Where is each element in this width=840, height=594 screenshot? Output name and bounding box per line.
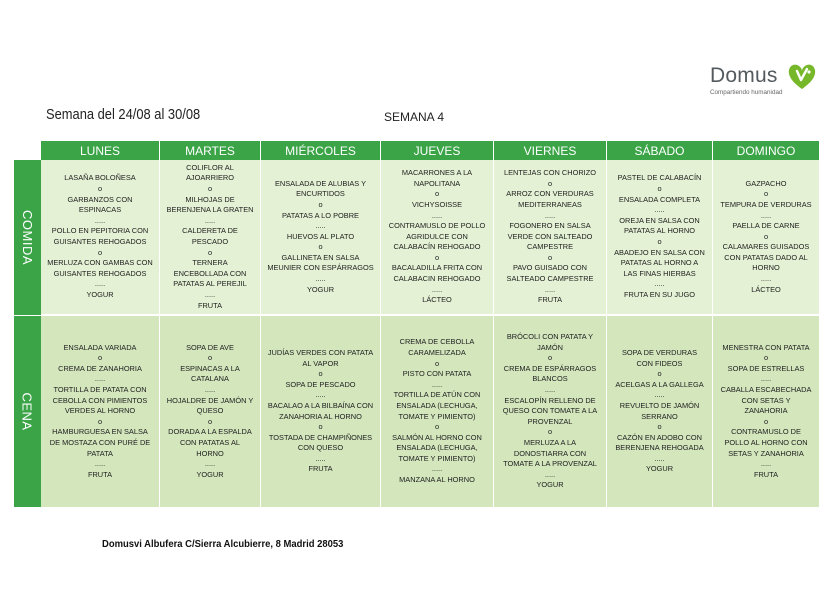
menu-line: o (318, 369, 323, 379)
menu-line: o (207, 353, 213, 363)
menu-line: o (547, 252, 553, 262)
menu-line: FRUTA (87, 469, 113, 479)
menu-line: GARBANZOS CON ESPINACAS (67, 194, 133, 215)
menu-line: CREMA DE ZANAHORIA (58, 363, 142, 373)
menu-line: TEMPURA DE VERDURAS (720, 199, 812, 209)
menu-line: ..... (315, 274, 326, 284)
comida-menu-sabado (607, 160, 713, 315)
menu-line: CREMA DE ESPÁRRAGOS BLANCOS (503, 363, 597, 384)
menu-line: SALMÓN AL HORNO CON ENSALADA (LECHUGA, TOMATE Y PIMIENTO) (392, 432, 482, 463)
menu-line: PAELLA DE CARNE (732, 221, 800, 231)
menu-line: ..... (654, 279, 665, 289)
menu-line: ..... (431, 210, 443, 220)
menu-line: LÁCTEO (751, 284, 781, 294)
menu-line: SOPA DE AVE (186, 342, 234, 352)
menu-line: ..... (315, 453, 326, 463)
cena-menu-sabado (607, 316, 713, 507)
menu-line: TORTILLA DE PATATA CON CEBOLLA CON PIMIENTOS VERDES AL HORNO (52, 385, 148, 416)
cena-label-text: CENA (20, 392, 35, 431)
menu-line: MACARRONES A LA NAPOLITANA (401, 168, 473, 188)
menu-line: CALDERETA DE PESCADO (182, 226, 238, 246)
menu-line: ..... (544, 284, 556, 294)
menu-line: YOGUR (196, 469, 224, 479)
menu-line: PASTEL DE CALABACÍN (617, 173, 702, 183)
comida-menu-miercoles (261, 160, 381, 315)
menu-line: o (763, 231, 769, 241)
menu-line: ..... (654, 453, 665, 463)
menu-line: o (97, 184, 103, 194)
menu-line: POLLO EN PEPITORIA CON GUISANTES REHOGADOS (51, 226, 149, 246)
menu-line: o (657, 184, 662, 194)
menu-line: MERLUZA CON GAMBAS CON GUISANTES REHOGADOS (47, 258, 153, 278)
day-header-lunes: LUNES (41, 141, 160, 160)
menu-line: ..... (544, 469, 556, 479)
menu-line: ..... (204, 385, 216, 395)
row-label-cena (14, 316, 41, 507)
menu-line: ..... (654, 390, 665, 400)
menu-line: BACALADILLA FRITA CON CALABACIN REHOGADO (391, 263, 483, 284)
menu-line: ..... (315, 390, 326, 400)
cena-menu-miercoles (261, 316, 381, 507)
menu-line: o (763, 189, 769, 199)
week-range-title: Semana del 24/08 al 30/08 (46, 106, 201, 123)
menu-line: LENTEJAS CON CHORIZO (504, 168, 596, 178)
menu-line: CALAMARES GUISADOS CON PATATAS DADO AL HORNO (722, 242, 810, 273)
cena-menu-domingo (713, 316, 820, 507)
menu-table (14, 141, 820, 507)
logo-wordmark: Domus (710, 64, 778, 87)
menu-line: YOGUR (306, 284, 335, 294)
comida-menu-viernes (494, 160, 607, 315)
menu-line: o (207, 247, 213, 257)
menu-line: REVUELTO DE JAMÓN SERRANO (619, 400, 700, 421)
menu-line: ENSALADA COMPLETA (618, 194, 701, 204)
footer-address: Domusvi Albufera C/Sierra Alcubierre, 8 Madrid 28053 (102, 538, 344, 550)
menu-line: BACALAO A LA BILBAÍNA CON ZANAHORIA AL HORNO (267, 400, 374, 421)
day-header-viernes: VIERNES (494, 141, 607, 160)
menu-line: MERLUZA A LA DONOSTIARRA CON TOMATE A LA PROVENZAL (503, 437, 597, 469)
menu-line: o (207, 416, 213, 426)
menu-line: ..... (544, 210, 556, 220)
logo-tagline: Compartiendo humanidad (710, 89, 783, 96)
menu-line: TOSTADA DE CHAMPIÑONES CON QUESO (268, 432, 373, 453)
menu-line: o (97, 353, 103, 363)
row-label-comida (14, 160, 41, 316)
menu-line: ..... (431, 379, 443, 389)
menu-line: ..... (760, 374, 772, 384)
menu-line: GALLINETA EN SALSA MEUNIER CON ESPÁRRAGOS (267, 252, 374, 273)
menu-line: SOPA DE ESTRELLAS (727, 363, 805, 373)
menu-line: SOPA DE PESCADO (285, 379, 356, 389)
menu-line: FRUTA (537, 295, 563, 305)
menu-line: TERNERA ENCEBOLLADA CON PATATAS AL PEREJIL (173, 258, 247, 289)
menu-line: o (434, 252, 440, 262)
menu-line: GAZPACHO (745, 178, 787, 188)
menu-line: o (97, 247, 103, 257)
menu-line: YOGUR (86, 289, 114, 299)
day-header-domingo: DOMINGO (713, 141, 820, 160)
menu-line: YOGUR (645, 464, 674, 474)
day-header-miercoles: MIÉRCOLES (261, 141, 381, 160)
menu-line: JUDÍAS VERDES CON PATATA AL VAPOR (267, 347, 374, 368)
menu-line: o (657, 237, 662, 246)
menu-line: MANZANA AL HORNO (399, 475, 475, 485)
menu-line: OREJA EN SALSA CON PATATAS AL HORNO (619, 215, 700, 236)
menu-line: LASAÑA BOLOÑESA (64, 173, 136, 183)
menu-line: SOPA DE VERDURAS CON FIDEOS (621, 347, 698, 368)
menu-line: ..... (94, 215, 106, 225)
menu-line: ENSALADA DE ALUBIAS Y ENCURTIDOS (274, 178, 367, 199)
menu-line: TORTILLA DE ATÚN CON ENSALADA (LECHUGA, TOMATE Y PIMIENTO) (393, 390, 481, 421)
menu-line: ..... (204, 459, 216, 469)
menu-line: LÁCTEO (422, 295, 452, 305)
menu-line: ..... (760, 210, 772, 220)
menu-line: FRUTA (753, 469, 779, 479)
menu-line: ESCALOPÍN RELLENO DE QUESO CON TOMATE A LA PROVENZAL (502, 395, 598, 426)
menu-line: ..... (431, 464, 443, 474)
menu-line: HOJALDRE DE JAMÓN Y QUESO (166, 395, 254, 416)
menu-line: ..... (760, 459, 772, 469)
menu-line: MILHOJAS DE BERENJENA LA GRATEN (166, 194, 254, 215)
menu-line: ENSALADA VARIADA (63, 342, 137, 352)
menu-line: o (434, 422, 440, 432)
menu-line: o (434, 358, 440, 368)
menu-line: FRUTA EN SU JUGO (624, 289, 695, 299)
menu-line: o (207, 184, 213, 194)
menu-line: BRÓCOLI CON PATATA Y JAMÓN (506, 332, 594, 352)
menu-line: ..... (94, 279, 106, 289)
heart-leaf-icon (786, 62, 818, 92)
cena-menu-viernes (494, 316, 607, 507)
menu-line: ..... (760, 274, 772, 284)
menu-line: CREMA DE CEBOLLA CARAMELIZADA (399, 337, 475, 357)
menu-line: o (763, 416, 769, 426)
menu-line: CONTRAMUSLO DE POLLO AL HORNO CON SETAS Y ZANAHORIA (724, 427, 808, 458)
cena-menu-jueves (381, 316, 494, 507)
menu-line: ..... (431, 284, 443, 294)
menu-line: ACELGAS A LA GALLEGA (615, 379, 704, 389)
domusvi-logo (706, 62, 824, 102)
menu-line: ..... (315, 221, 326, 231)
menu-line: FOGONERO EN SALSA VERDE CON SALTEADO CAMPESTRE (507, 221, 593, 252)
menu-line: ESPINACAS A LA CATALANA (180, 363, 240, 384)
cena-menu-lunes (41, 316, 160, 507)
menu-line: MENESTRA CON PATATA (722, 342, 810, 352)
menu-line: o (434, 189, 440, 199)
menu-line: FRUTA (308, 464, 333, 474)
menu-line: HAMBURGUESA EN SALSA DE MOSTAZA CON PURÉ DE PATATA (49, 427, 151, 458)
menu-line: ..... (654, 205, 665, 215)
day-header-martes: MARTES (160, 141, 261, 160)
comida-menu-martes (160, 160, 261, 315)
menu-line: o (547, 353, 553, 363)
comida-menu-jueves (381, 160, 494, 315)
menu-line: FRUTA (197, 300, 223, 310)
menu-line: PAVO GUISADO CON SALTEADO CAMPESTRE (506, 263, 594, 284)
menu-line: o (97, 416, 103, 426)
menu-line: o (547, 178, 553, 188)
day-header-sabado: SÁBADO (607, 141, 713, 160)
menu-line: o (318, 199, 323, 209)
comida-label-text: COMIDA (20, 210, 35, 265)
menu-line: PISTO CON PATATA (402, 369, 472, 379)
menu-line: ..... (204, 289, 216, 299)
menu-line: COLIFLOR AL AJOARRIERO (185, 162, 235, 183)
menu-line: o (318, 422, 323, 432)
menu-line: ..... (94, 374, 106, 384)
menu-line: ..... (544, 385, 556, 395)
menu-line: YOGUR (536, 480, 564, 490)
menu-line: o (763, 353, 769, 363)
menu-line: o (657, 422, 662, 432)
menu-line: CONTRAMUSLO DE POLLO AGRIDULCE CON CALABACÍN REHOGADO (388, 221, 486, 252)
menu-line: HUEVOS AL PLATO (286, 231, 355, 241)
menu-line: ..... (204, 215, 216, 225)
week-number-label: SEMANA 4 (384, 110, 445, 124)
menu-line: CABALLA ESCABECHADA CON SETAS Y ZANAHORIA (720, 385, 812, 416)
comida-menu-lunes (41, 160, 160, 315)
comida-menu-domingo (713, 160, 820, 315)
menu-line: ..... (94, 459, 106, 469)
menu-line: o (318, 242, 323, 252)
menu-line: o (657, 369, 662, 379)
day-header-jueves: JUEVES (381, 141, 494, 160)
menu-line: ARROZ CON VERDURAS MEDITERRANEAS (506, 189, 594, 209)
menu-line: VICHYSOISSE (411, 199, 463, 209)
menu-line: PATATAS A LO POBRE (282, 210, 359, 220)
menu-line: DORADA A LA ESPALDA CON PATATAS AL HORNO (168, 427, 252, 458)
cena-menu-martes (160, 316, 261, 507)
menu-line: o (547, 427, 553, 437)
menu-line: CAZÓN EN ADOBO CON BERENJENA REHOGADA (615, 432, 704, 453)
menu-line: ABADEJO EN SALSA CON PATATAS AL HORNO A LAS FINAS HIERBAS (614, 247, 705, 278)
